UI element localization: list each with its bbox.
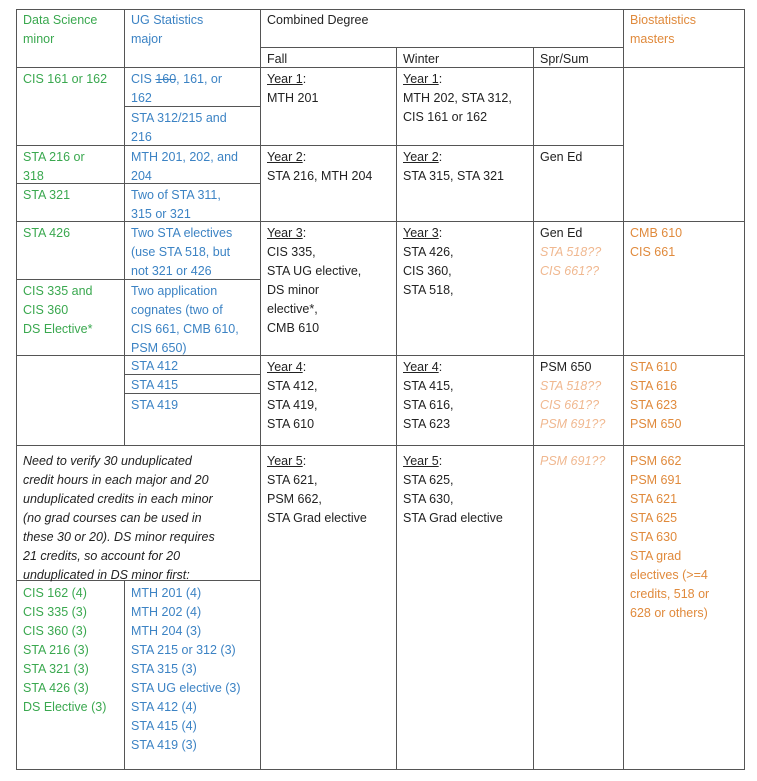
y4-bio-l3: STA 623 [630, 398, 678, 412]
y4-win-l1: STA 415, [403, 379, 454, 393]
y1-win-label: Year 1 [403, 72, 439, 86]
header-ug-major-l2: major [131, 32, 163, 46]
y5-winter [397, 450, 509, 528]
ug-r1-l1 [131, 70, 222, 89]
note-l2: credit hours in each major and 20 [23, 473, 209, 487]
ds-r6 [17, 280, 99, 339]
y5-bio [624, 450, 715, 623]
y2-fall-l1: STA 216, MTH 204 [267, 169, 373, 183]
ug-r9: STA 419 [131, 398, 179, 412]
header-ds-minor-l2: minor [23, 32, 55, 46]
y3-spr [534, 222, 607, 281]
ug-credit-6: STA UG elective (3) [131, 681, 241, 695]
y2-fall [261, 146, 378, 186]
y4-spr-pale-l1: STA 518?? [540, 379, 602, 393]
y4-fall-l1: STA 412, [267, 379, 318, 393]
ug-r2-l2: 216 [131, 130, 152, 144]
ug-credit-4: STA 215 or 312 (3) [131, 643, 236, 657]
ds-credit-2: CIS 335 (3) [23, 605, 87, 619]
y2-win-l1: STA 315, STA 321 [403, 169, 504, 183]
y1-fall [261, 68, 324, 108]
ug-r6-l4: PSM 650) [131, 341, 187, 355]
y4-spr [534, 356, 611, 434]
y4-win-label: Year 4 [403, 360, 439, 374]
ds-credit-7: DS Elective (3) [23, 700, 107, 714]
ug-r5-l3: not 321 or 426 [131, 264, 212, 278]
ds-credit-3: CIS 360 (3) [23, 624, 87, 638]
ds-credit-4: STA 216 (3) [23, 643, 89, 657]
ug-r7: STA 412 [131, 359, 179, 373]
y5-fall-l3: STA Grad elective [267, 511, 367, 525]
ug-credit-8: STA 415 (4) [131, 719, 197, 733]
y5-spr: PSM 691?? [540, 454, 606, 468]
ug-r6-l3: CIS 661, CMB 610, [131, 322, 239, 336]
ds-credit-6: STA 426 (3) [23, 681, 89, 695]
header-biostatistics [624, 9, 702, 49]
y4-fall [261, 356, 324, 434]
ug-credit-list [125, 582, 247, 755]
y5-win-l2: STA 630, [403, 492, 454, 506]
y1-fall-l1: MTH 201 [267, 91, 319, 105]
ug-r4-l1: Two of STA 311, [131, 188, 221, 202]
ug-r4 [125, 184, 227, 224]
y5-bio-l6: STA grad [630, 549, 682, 563]
y1-win-l1: MTH 202, STA 312, [403, 91, 512, 105]
y3-bio-l1: CMB 610 [630, 226, 683, 240]
header-bio-l2: masters [630, 32, 675, 46]
y1-win-l2: CIS 161 or 162 [403, 110, 488, 124]
y2-win-label-line: Year 2: [403, 150, 443, 164]
y5-fall-label-line: Year 5: [267, 454, 307, 468]
ds-credit-5: STA 321 (3) [23, 662, 89, 676]
y3-win-l1: STA 426, [403, 245, 454, 259]
y3-win-l2: CIS 360, [403, 264, 452, 278]
y5-bio-l2: PSM 691 [630, 473, 682, 487]
credit-note [17, 450, 221, 585]
y2-fall-label-line: Year 2: [267, 150, 307, 164]
y2-win-label: Year 2 [403, 150, 439, 164]
y4-win-l3: STA 623 [403, 417, 451, 431]
y5-bio-l8: credits, 518 or [630, 587, 710, 601]
border-bottom [16, 769, 745, 770]
y4-bio [624, 356, 687, 434]
ds-r5: STA 426 [23, 226, 71, 240]
y4-fall-label-line: Year 4: [267, 360, 307, 374]
y3-fall [261, 222, 367, 338]
ug-r3-l2: 204 [131, 169, 152, 183]
ug-r1-post: , 161, or [176, 72, 223, 86]
ds-r3-l1: STA 216 or [23, 150, 85, 164]
ds-r3 [17, 146, 91, 186]
header-spr-sum: Spr/Sum [540, 52, 589, 66]
y3-fall-l5: CMB 610 [267, 321, 320, 335]
y4-fall-l2: STA 419, [267, 398, 318, 412]
header-combined-degree: Combined Degree [267, 13, 369, 27]
y3-spr-pale-l2: CIS 661?? [540, 264, 600, 278]
y3-fall-l2: STA UG elective, [267, 264, 362, 278]
y5-bio-l1: PSM 662 [630, 454, 682, 468]
ug-r3 [125, 146, 244, 186]
y1-fall-label: Year 1 [267, 72, 303, 86]
y2-winter [397, 146, 510, 186]
ug-r5-l1: Two STA electives [131, 226, 233, 240]
row-line-y4 [16, 445, 745, 446]
y5-bio-l5: STA 630 [630, 530, 678, 544]
y4-fall-l3: STA 610 [267, 417, 315, 431]
y4-spr-pale-l2: CIS 661?? [540, 398, 600, 412]
ug-r6-l2: cognates (two of [131, 303, 223, 317]
y5-bio-l9: 628 or others) [630, 606, 708, 620]
ds-credit-1: CIS 162 (4) [23, 586, 87, 600]
y5-win-label: Year 5 [403, 454, 439, 468]
y4-spr-l1: PSM 650 [540, 360, 592, 374]
y3-bio-l2: CIS 661 [630, 245, 676, 259]
y5-bio-l4: STA 625 [630, 511, 678, 525]
y3-spr-pale-l1: STA 518?? [540, 245, 602, 259]
y5-fall [261, 450, 373, 528]
ug-credit-3: MTH 204 (3) [131, 624, 202, 638]
y5-fall-l1: STA 621, [267, 473, 318, 487]
ug-r6 [125, 280, 245, 358]
y3-fall-l3: DS minor [267, 283, 320, 297]
y3-bio [624, 222, 688, 262]
ug-credit-9: STA 419 (3) [131, 738, 197, 752]
ug-r8: STA 415 [131, 378, 179, 392]
y4-fall-label: Year 4 [267, 360, 303, 374]
ug-credit-7: STA 412 (4) [131, 700, 197, 714]
y2-spr: Gen Ed [540, 150, 583, 164]
header-ds-minor-l1: Data Science [23, 13, 98, 27]
y4-winter [397, 356, 460, 434]
y3-fall-l1: CIS 335, [267, 245, 316, 259]
ug-r6-l1: Two application [131, 284, 218, 298]
header-ug-major-l1: UG Statistics [131, 13, 204, 27]
y1-fall-label-line: Year 1: [267, 72, 307, 86]
ug-credit-5: STA 315 (3) [131, 662, 197, 676]
ug-credit-2: MTH 202 (4) [131, 605, 202, 619]
y3-winter [397, 222, 460, 300]
header-ds-minor [17, 9, 103, 49]
header-bio-l1: Biostatistics [630, 13, 696, 27]
ds-r6-l2: CIS 360 [23, 303, 69, 317]
y4-spr-pale-l3: PSM 691?? [540, 417, 606, 431]
y4-bio-l2: STA 616 [630, 379, 678, 393]
y5-bio-l3: STA 621 [630, 492, 678, 506]
y5-fall-label: Year 5 [267, 454, 303, 468]
y4-bio-l1: STA 610 [630, 360, 678, 374]
y4-win-label-line: Year 4: [403, 360, 443, 374]
ds-r1: CIS 161 or 162 [23, 72, 108, 86]
ug-r1-strike: 160 [155, 72, 177, 86]
y5-fall-l2: PSM 662, [267, 492, 322, 506]
y3-win-l3: STA 518, [403, 283, 454, 297]
y5-win-l1: STA 625, [403, 473, 454, 487]
ds-r3-l2: 318 [23, 169, 44, 183]
y5-win-label-line: Year 5: [403, 454, 443, 468]
ds-r6-l1: CIS 335 and [23, 284, 93, 298]
y3-spr-l1: Gen Ed [540, 226, 583, 240]
ug-r1 [125, 68, 228, 108]
ds-r7: DS Elective* [23, 322, 93, 336]
y3-fall-l4: elective*, [267, 302, 318, 316]
ug-r4-l2: 315 or 321 [131, 207, 191, 221]
note-l7: unduplicated in DS minor first: [23, 568, 190, 582]
border-right [744, 9, 745, 770]
y3-win-label: Year 3 [403, 226, 439, 240]
y5-bio-l7: electives (>=4 [630, 568, 708, 582]
ug-r2 [125, 107, 233, 147]
ug-r2-l1: STA 312/215 and [131, 111, 227, 125]
header-winter: Winter [403, 52, 440, 66]
y5-win-l3: STA Grad elective [403, 511, 503, 525]
y4-win-l2: STA 616, [403, 398, 454, 412]
header-ug-major [125, 9, 209, 49]
y3-win-label-line: Year 3: [403, 226, 443, 240]
ug-r5 [125, 222, 238, 281]
ug-r5-l2: (use STA 518, but [131, 245, 231, 259]
note-l4: (no grad courses can be used in [23, 511, 202, 525]
y2-fall-label: Year 2 [267, 150, 303, 164]
ug-r1-pre: CIS [131, 72, 156, 86]
note-l6: 21 credits, so account for 20 [23, 549, 181, 563]
ds-credit-list [17, 582, 112, 717]
ug-credit-1: MTH 201 (4) [131, 586, 202, 600]
ug-r1-l2: 162 [131, 91, 152, 105]
y3-fall-label: Year 3 [267, 226, 303, 240]
ug-r3-l1: MTH 201, 202, and [131, 150, 239, 164]
y3-fall-label-line: Year 3: [267, 226, 307, 240]
y4-bio-l4: PSM 650 [630, 417, 682, 431]
note-l3: unduplicated credits in each minor [23, 492, 213, 506]
y1-win-label-line: Year 1: [403, 72, 443, 86]
ds-r4: STA 321 [23, 188, 71, 202]
header-fall: Fall [267, 52, 288, 66]
y1-winter [397, 68, 518, 127]
note-l5: these 30 or 20). DS minor requires [23, 530, 215, 544]
note-l1: Need to verify 30 unduplicated [23, 454, 192, 468]
